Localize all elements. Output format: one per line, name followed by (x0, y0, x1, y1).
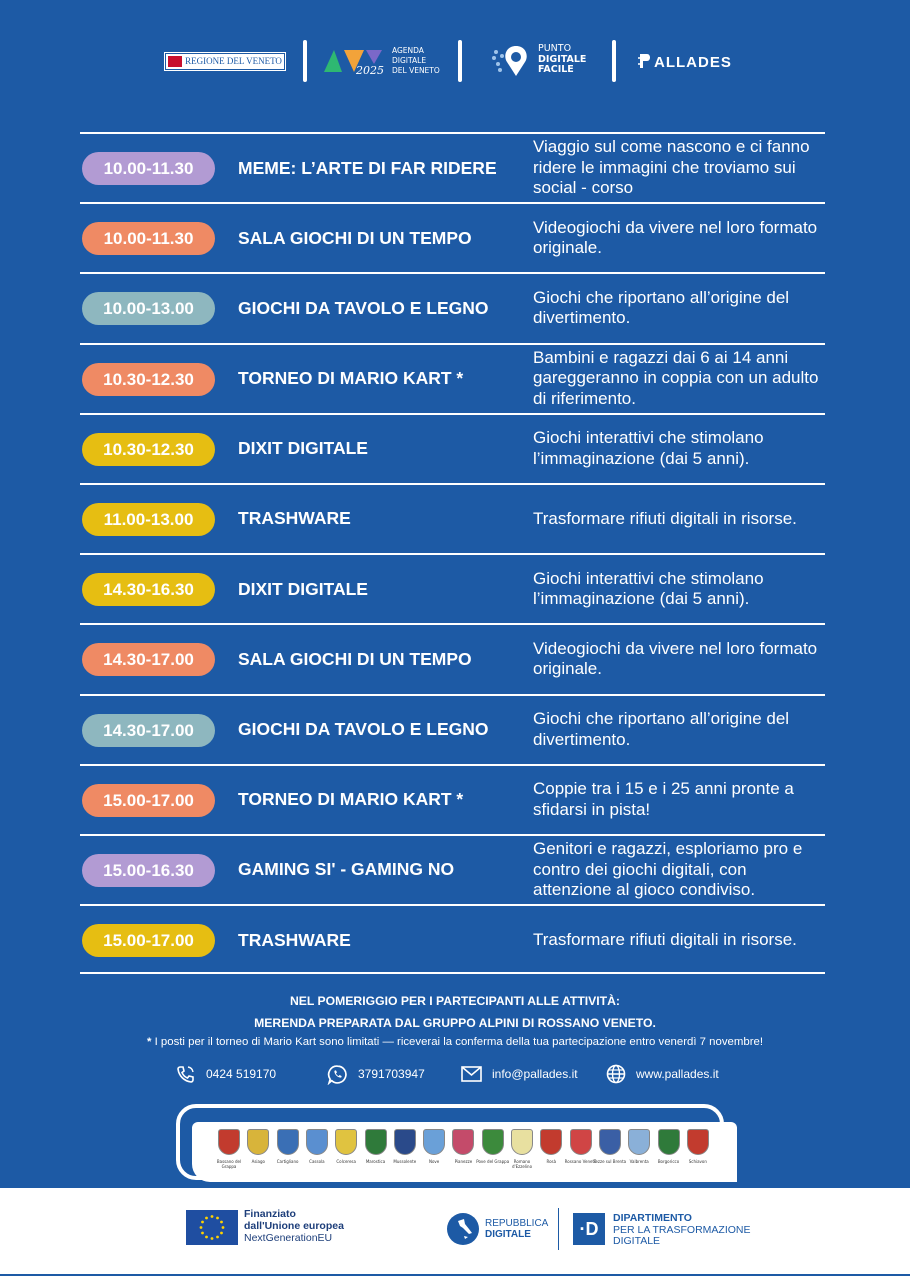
comune-crest (276, 1129, 299, 1164)
activity-description (533, 906, 828, 974)
eu-stars-icon (186, 1210, 238, 1245)
comune-crest (511, 1129, 533, 1169)
comune-name: Schiavon (688, 1159, 707, 1164)
comune-name: Rosà (546, 1159, 557, 1164)
schedule-row (80, 623, 825, 693)
eu-star-icon (216, 1236, 219, 1239)
schedule-table (80, 132, 825, 974)
time-badge: 10.30-12.30 (82, 433, 215, 466)
pallades-text: ALLADES (654, 54, 732, 71)
dtd-line: DIPARTIMENTO (613, 1212, 692, 1224)
activity-description (533, 274, 828, 342)
crest-shield-icon (628, 1129, 650, 1155)
divider (612, 40, 616, 82)
whatsapp-icon (327, 1064, 348, 1085)
time-badge: 15.00-16.30 (82, 854, 215, 887)
website-url: www.pallades.it (636, 1067, 719, 1081)
eu-line: NextGenerationEU (244, 1232, 333, 1244)
comune-crest (452, 1129, 474, 1164)
activity-title: GAMING SI' - GAMING NO (238, 859, 455, 880)
email-icon (461, 1066, 482, 1082)
activity-description-text: Giochi interattivi che stimolano l’immaginazione (dai 5 anni). (533, 428, 764, 468)
comune-crest (306, 1129, 328, 1164)
divider (458, 40, 462, 82)
footer-divider (558, 1208, 559, 1250)
comune-name: Cartigliano (276, 1159, 299, 1164)
comune-name: Mussolente (393, 1159, 417, 1164)
activity-title: TORNEO DI MARIO KART * (238, 789, 464, 810)
snack-note: MERENDA PREPARATA DAL GRUPPO ALPINI DI ROSSANO VENETO. (254, 1016, 656, 1030)
crest-shield-icon (306, 1129, 328, 1155)
eu-funding-text (244, 1208, 344, 1244)
punto-text (538, 44, 586, 76)
comune-crest (365, 1129, 387, 1164)
eu-line: Finanziato (244, 1208, 296, 1220)
eu-star-icon (201, 1221, 204, 1224)
comune-crest (657, 1129, 680, 1164)
comune-name: Asiago (251, 1159, 265, 1164)
schedule-row (80, 202, 825, 272)
schedule-row (80, 834, 825, 904)
schedule-row (80, 132, 825, 202)
eu-star-icon (205, 1236, 208, 1239)
repubblica-digitale-text (485, 1218, 548, 1240)
comune-crest (335, 1129, 357, 1164)
regione-label: REGIONE DEL VENETO (185, 56, 282, 66)
activity-description (533, 836, 828, 904)
comuni-crests (192, 1122, 737, 1182)
schedule-row (80, 694, 825, 764)
comune-name: Rossano Veneto (564, 1159, 597, 1164)
punto-bold: DIGITALE (538, 53, 587, 65)
adv-logo (322, 44, 447, 80)
crest-shield-icon (511, 1129, 533, 1155)
eu-star-icon (216, 1217, 219, 1220)
time-badge: 10.00-11.30 (82, 222, 215, 255)
comune-name: Pianezze (454, 1159, 473, 1164)
activity-description-text: Videogiochi da vivere nel loro formato originale. (533, 217, 818, 258)
schedule-row (80, 553, 825, 623)
globe-icon (606, 1064, 626, 1084)
dipartimento-logo (573, 1213, 773, 1247)
activity-description (533, 204, 828, 272)
activity-description (533, 485, 828, 553)
partner-logos (0, 40, 910, 84)
contact-phone[interactable] (176, 1062, 276, 1086)
crest-shield-icon (423, 1129, 445, 1155)
activity-title: TRASHWARE (238, 508, 351, 529)
activity-description-text: Videogiochi da vivere nel loro formato originale. (533, 638, 818, 679)
activity-description (533, 696, 828, 764)
activity-description-text: Giochi che riportano all’origine del divertimento. (533, 287, 790, 328)
time-badge: 14.30-17.00 (82, 714, 215, 747)
crest-shield-icon (218, 1129, 240, 1155)
activity-title: TRASHWARE (238, 929, 351, 950)
crest-shield-icon (540, 1129, 562, 1155)
activity-description-text: Giochi che riportano all’origine del divertimento. (533, 709, 790, 749)
crest-shield-icon (365, 1129, 387, 1155)
comune-name: Bassano del Grappa (216, 1159, 242, 1169)
comune-name: Pove del Grappa (476, 1159, 510, 1164)
dtd-line: DIGITALE (613, 1235, 661, 1247)
comune-name: Marostica (365, 1159, 386, 1164)
whatsapp-number: 3791703947 (358, 1067, 425, 1081)
punto-light: PUNTO (538, 43, 572, 54)
activity-title: SALA GIOCHI DI UN TEMPO (238, 648, 472, 669)
comune-crest (393, 1129, 417, 1164)
time-badge: 14.30-17.00 (82, 643, 215, 676)
activity-title: GIOCHI DA TAVOLO E LEGNO (238, 719, 489, 739)
crest-shield-icon (482, 1129, 504, 1155)
eu-line: dall'Unione europea (244, 1220, 344, 1232)
eu-star-icon (200, 1226, 203, 1229)
contact-email[interactable] (461, 1062, 578, 1086)
eu-star-icon (205, 1217, 208, 1220)
activity-title: GIOCHI DA TAVOLO E LEGNO (238, 297, 489, 318)
crest-shield-icon (570, 1129, 592, 1155)
contacts-bar (0, 1062, 910, 1086)
comune-name: Borgoricco (657, 1159, 680, 1164)
schedule-row (80, 272, 825, 342)
schedule-row (80, 343, 825, 413)
comune-name: Cassola (309, 1159, 325, 1164)
activity-description-text: Viaggio sul come nascono e ci fanno ridere le immagini che troviamo sui social - corso (533, 137, 810, 198)
activity-description (533, 345, 828, 413)
mario-kart-note (0, 1036, 910, 1048)
activity-description (533, 415, 828, 483)
activity-description-text: Coppie tra i 15 e i 25 anni pronte a sfidarsi in pista! (533, 779, 794, 819)
crest-shield-icon (658, 1129, 680, 1155)
crest-shield-icon (247, 1129, 269, 1155)
time-badge: 10.30-12.30 (82, 363, 215, 396)
time-badge: 15.00-17.00 (82, 784, 215, 817)
comune-crest (423, 1129, 445, 1164)
activity-description (533, 625, 828, 693)
punto-bold: FACILE (538, 64, 574, 75)
adv-year: 2025 (356, 64, 384, 77)
comune-name: Colceresa (336, 1159, 356, 1164)
time-badge: 10.00-11.30 (82, 152, 215, 185)
eu-star-icon (222, 1226, 225, 1229)
activity-title: MEME: L’ARTE DI FAR RIDERE (238, 157, 497, 178)
crest-shield-icon (599, 1129, 621, 1155)
comune-crest (564, 1129, 597, 1164)
comune-name: Valbrenta (629, 1159, 649, 1164)
activity-description-text: Bambini e ragazzi dai 6 ai 14 anni gareggeranno in coppia con un adulto di riferimento. (533, 347, 819, 408)
activity-title: SALA GIOCHI DI UN TEMPO (238, 227, 472, 248)
comune-name: Tezze sul Brenta (593, 1159, 627, 1164)
time-badge: 14.30-16.30 (82, 573, 215, 606)
eu-flag-icon (186, 1210, 238, 1245)
time-badge: 15.00-17.00 (82, 924, 215, 957)
activity-title: TORNEO DI MARIO KART * (238, 368, 464, 389)
activity-description (533, 134, 828, 202)
mario-kart-note-text: I posti per il torneo di Mario Kart sono limitati — riceverai la conferma della tua partecipazione entro venerdì 7 novembre! (151, 1036, 764, 1048)
comune-crest (247, 1129, 269, 1164)
contact-website[interactable] (606, 1062, 719, 1086)
schedule-row (80, 904, 825, 974)
time-badge: 11.00-13.00 (82, 503, 215, 536)
afternoon-note: NEL POMERIGGIO PER I PARTECIPANTI ALLE ATTIVITÀ: (290, 994, 620, 1008)
adv-text-line: AGENDA (392, 46, 424, 55)
punto-digitale-facile-logo (490, 42, 600, 82)
comune-crest (687, 1129, 709, 1164)
rd-line: DIGITALE (485, 1229, 531, 1240)
crest-shield-icon (452, 1129, 474, 1155)
crest-shield-icon (277, 1129, 299, 1155)
repubblica-digitale-logo (447, 1213, 557, 1247)
activity-title: DIXIT DIGITALE (238, 578, 368, 599)
activity-description-text: Genitori e ragazzi, esploriamo pro e contro dei giochi digitali, con attenzione al gioco condiviso. (533, 839, 803, 900)
time-badge: 10.00-13.00 (82, 292, 215, 325)
activity-title: DIXIT DIGITALE (238, 438, 368, 459)
phone-icon (176, 1064, 196, 1084)
comune-crest (216, 1129, 242, 1169)
asterisk: * (146, 1036, 152, 1048)
schedule-row (80, 413, 825, 483)
activity-description (533, 555, 828, 623)
pallades-logo (638, 50, 748, 76)
schedule-row (80, 483, 825, 553)
dipartimento-text (613, 1213, 751, 1248)
adv-text-line: DIGITALE (392, 56, 427, 65)
location-pin-icon (490, 42, 532, 82)
dtd-icon: ·D (573, 1213, 605, 1245)
activity-description-text: Trasformare rifiuti digitali in risorse. (533, 929, 797, 949)
regione-veneto-logo (165, 53, 285, 70)
schedule-row (80, 764, 825, 834)
email-address: info@pallades.it (492, 1067, 578, 1081)
contact-whatsapp[interactable] (327, 1062, 425, 1086)
comune-name: Romano d'Ezzelino (511, 1159, 533, 1169)
crest-shield-icon (394, 1129, 416, 1155)
adv-text-line: DEL VENETO (392, 66, 440, 75)
activity-description (533, 766, 828, 834)
eu-star-icon (220, 1221, 223, 1224)
italy-circle-icon (447, 1213, 479, 1245)
divider (303, 40, 307, 82)
footer (0, 1188, 910, 1276)
phone-number: 0424 519170 (206, 1067, 277, 1081)
comune-crest (540, 1129, 562, 1164)
comune-crest (628, 1129, 650, 1164)
comune-name: Nove (428, 1159, 440, 1164)
crest-shield-icon (687, 1129, 709, 1155)
pallades-p-icon (638, 52, 652, 70)
activity-description-text: Giochi interattivi che stimolano l’immaginazione (dai 5 anni). (533, 568, 764, 609)
eu-star-icon (211, 1215, 214, 1218)
activity-description-text: Trasformare rifiuti digitali in risorse. (533, 508, 797, 528)
comune-crest (476, 1129, 510, 1164)
dtd-line: PER LA TRASFORMAZIONE (613, 1223, 751, 1236)
crest-shield-icon (335, 1129, 357, 1155)
eu-star-icon (211, 1237, 214, 1240)
eu-star-icon (201, 1232, 204, 1235)
comune-crest (593, 1129, 627, 1164)
rd-line: REPUBBLICA (485, 1218, 549, 1229)
adv-text (392, 46, 440, 76)
eu-star-icon (220, 1232, 223, 1235)
